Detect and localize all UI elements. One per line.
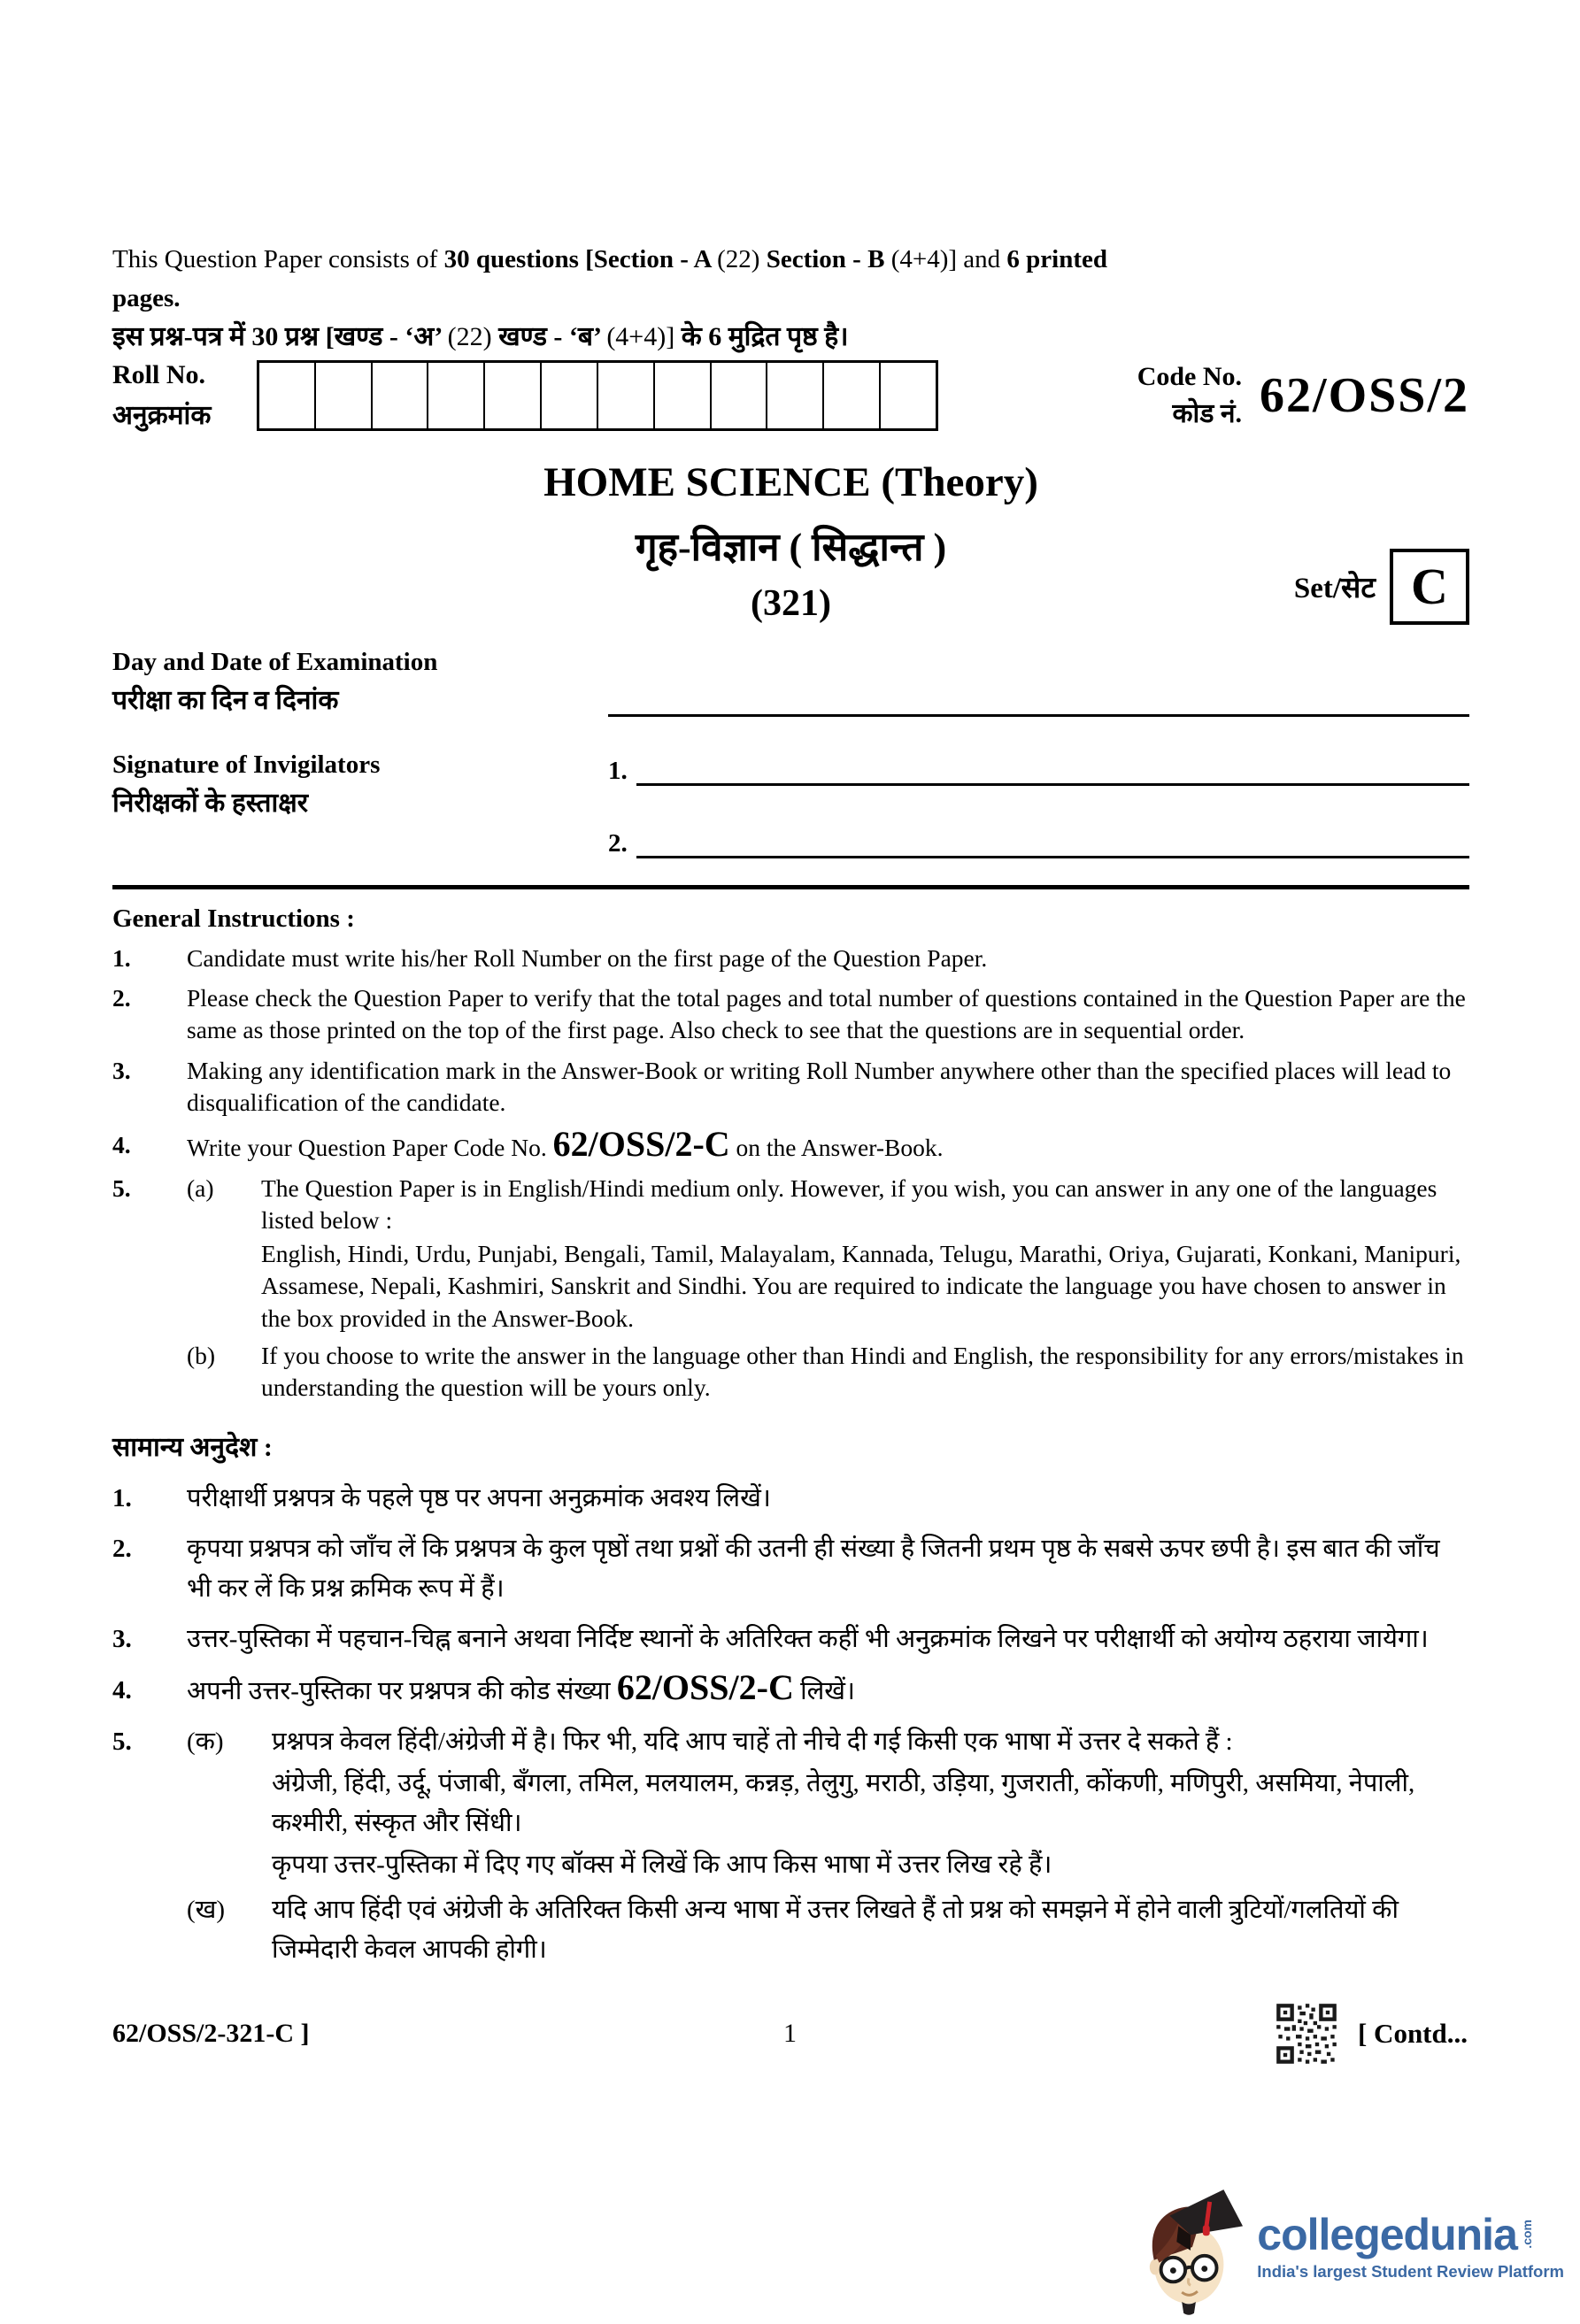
instruction-number: 2. [112,1535,132,1564]
code-no-label-hi: कोड नं. [1172,398,1243,428]
section-divider [112,885,1469,889]
sub-item-label: (b) [187,1342,216,1370]
instruction-number: 3. [112,1624,132,1653]
roll-number-cell [712,363,768,428]
roll-number-cell [767,363,824,428]
date-line-col [608,648,1469,717]
brand-name: collegedunia [1257,2210,1517,2259]
sub-item-text [261,1173,1469,1335]
roll-number-cell [824,363,881,428]
code-no-value: 62/OSS/2 [1260,368,1469,423]
paper-subject-code: (321) [751,582,831,624]
sub-item-paragraph: अंग्रेजी, हिंदी, उर्दू, पंजाबी, बँगला, तमिल, मलयालम, कन्नड़, तेलुगु, मराठी, उड़िया, गुजराती, कोंकणी, मणिपुरी, असमिया, नेपाली, कश्मीरी, संस्कृत और सिंधी। [272,1768,1415,1837]
sub-item-b [187,1340,1469,1404]
summary-text-bold: खण्ड - ‘ब’ [498,322,607,351]
roll-number-cell [655,363,712,428]
sub-item-label: (a) [187,1174,214,1202]
exam-details [112,648,1469,858]
instruction-text-part: on the Answer-Book. [729,1134,944,1162]
inline-paper-code: 62/OSS/2-C [616,1666,794,1707]
instruction-item [112,1055,1469,1120]
roll-no-label-en: Roll No. [112,359,205,389]
roll-number-cell [259,363,316,428]
summary-text-bold: इस प्रश्न-पत्र में 30 प्रश्न [खण्ड - ‘अ’ [112,322,448,351]
instruction-item [112,1722,1469,1970]
roll-no-label [112,360,257,432]
instruction-text: Please check the Question Paper to verify that the total pages and total number of questions contained in the Question Paper are the same as those printed on the top of the first page. Also check to see that the questions are in sequential order. [187,984,1466,1044]
instruction-number: 2. [112,984,131,1012]
instruction-item [112,1666,1469,1712]
brand-text [1257,2212,1564,2282]
instruction-number: 5. [112,1174,131,1202]
sig-line-1 [608,750,1469,786]
contd-label: [ Contd... [1357,2018,1468,2049]
title-block [112,458,1469,625]
date-blank-line [608,714,1469,717]
footer-right [797,2002,1468,2066]
roll-and-code-row [112,360,1469,432]
invigilator-sig-row [112,750,1469,858]
instruction-number: 1. [112,943,131,972]
summary-text: (22) [447,322,499,351]
date-of-exam-label-en: Day and Date of Examination [112,647,438,676]
instruction-text: Candidate must write his/her Roll Number on the first page of the Question Paper. [187,943,988,972]
instruction-item [112,943,1469,974]
date-of-exam-label [112,648,608,717]
invigilator-sig-label-hi: निरीक्षकों के हस्ताक्षर [112,788,309,818]
footer-paper-code: 62/OSS/2-321-C ] [112,2019,310,2048]
roll-number-cell [428,363,485,428]
sub-item-text [272,1722,1469,1885]
instruction-number: 5. [112,1727,132,1756]
instruction-text: उत्तर-पुस्तिका में पहचान-चिह्न बनाने अथवा निर्दिष्ट स्थानों के अतिरिक्त कहीं भी अनुक्रमांक लिखने पर परीक्षार्थी को अयोग्य ठहराया जायेगा। [187,1624,1429,1653]
sig-line-2 [608,823,1469,858]
sub-item-a [187,1722,1469,1885]
sub-item-text: If you choose to write the answer in the language other than Hindi and English, the responsibility for any errors/mistakes in understanding the question will be yours only. [261,1342,1464,1402]
instruction-item [112,1124,1469,1165]
sub-item-label: (ख) [187,1895,226,1924]
summary-text: (4+4)] [890,245,964,273]
instruction-item [112,982,1469,1047]
summary-text: This Question Paper consists of [112,245,444,273]
set-label: Set/सेट [1293,573,1376,604]
summary-line-en [112,241,1469,280]
instruction-text-part: Write your Question Paper Code No. [187,1134,553,1162]
roll-number-cell [881,363,936,428]
roll-no-label-hi: अनुक्रमांक [112,400,212,430]
hindi-instructions-heading: सामान्य अनुदेश : [112,1432,273,1462]
instruction-number: 4. [112,1675,132,1705]
roll-number-cell [373,363,429,428]
general-instructions-heading: General Instructions : [112,904,355,933]
general-instructions-hi [112,1427,1469,1970]
summary-line-hi [112,318,1469,357]
brand-tagline: India's largest Student Review Platform [1257,2262,1564,2281]
summary-text: and [963,245,1007,273]
summary-text-bold: 30 questions [Section - A [443,245,718,273]
instruction-text [187,1666,1469,1712]
sub-item-paragraph: English, Hindi, Urdu, Punjabi, Bengali, Tamil, Malayalam, Kannada, Telugu, Marathi, Oriya, Gujarati, Konkani, Manipuri, Assamese, Nepali, Kashmiri, Sanskrit and Sindhi. You are required to indicate the language you have chosen to answer in the box provided in the Answer-Book. [261,1240,1461,1332]
date-of-exam-label-hi: परीक्षा का दिन व दिनांक [112,685,339,715]
collegedunia-logo [1140,2177,1564,2317]
instruction-text [187,1722,1469,1970]
instruction-text: परीक्षार्थी प्रश्नपत्र के पहले पृष्ठ पर अपना अनुक्रमांक अवश्य लिखें। [187,1484,771,1513]
instruction-text: कृपया प्रश्नपत्र को जाँच लें कि प्रश्नपत्र के कुल पृष्ठों तथा प्रश्नों की उतनी ही संख्या है जितनी प्रथम पृष्ठ के सबसे ऊपर छपी है। इस बात की जाँच भी कर लें कि प्रश्न क्रमिक रूप में हैं। [187,1535,1440,1603]
mascot-icon [1140,2177,1245,2317]
sig-line-1-number: 1. [608,756,628,785]
sub-item-paragraph: प्रश्नपत्र केवल हिंदी/अंग्रेजी में है। फिर भी, यदि आप चाहें तो नीचे दी गई किसी एक भाषा में उत्तर दे सकते हैं : [272,1727,1233,1756]
sub-item-paragraph: The Question Paper is in English/Hindi medium only. However, if you wish, you can answer in any one of the languages listed below : [261,1174,1437,1234]
summary-text-bold: Section - B [766,245,891,273]
paper-title: HOME SCIENCE (Theory) [543,458,1038,505]
paper-summary-note [112,241,1469,357]
sub-item-text: यदि आप हिंदी एवं अंग्रेजी के अतिरिक्त किसी अन्य भाषा में उत्तर लिखते हैं तो प्रश्न को समझने में होने वाली त्रुटियों/गलतियों की जिम्मेदारी केवल आपकी होगी। [272,1895,1399,1964]
summary-text-bold: 6 printed [1006,245,1107,273]
instruction-number: 3. [112,1056,131,1084]
exam-date-row [112,648,1469,717]
instruction-item [112,1620,1469,1659]
sub-item-a [187,1173,1469,1335]
invigilator-sig-label-en: Signature of Invigilators [112,750,381,779]
sig-lines-col [608,750,1469,858]
instruction-item [112,1173,1469,1404]
instruction-item [112,1529,1469,1609]
sig-line-2-number: 2. [608,828,628,858]
sub-item-label: (क) [187,1727,224,1756]
page-footer [112,2002,1468,2066]
instruction-number: 4. [112,1131,131,1159]
invigilator-sig-label [112,750,608,858]
sig-blank-line-1 [636,783,1469,786]
roll-number-cell [542,363,598,428]
roll-number-cell [598,363,655,428]
instruction-text: Making any identification mark in the Answer-Book or writing Roll Number anywhere other than the specified places will lead to disqualification of the candidate. [187,1056,1452,1116]
set-box [1294,549,1469,625]
code-no-block [1137,360,1469,432]
instruction-item [112,1479,1469,1519]
qr-code-icon [1275,2002,1338,2066]
set-value-box: C [1390,549,1469,625]
roll-number-cell [485,363,542,428]
instruction-text-part: अपनी उत्तर-पुस्तिका पर प्रश्नपत्र की कोड संख्या [187,1676,617,1705]
summary-text: (22) [717,245,767,273]
roll-number-cell [316,363,373,428]
sig-blank-line-2 [636,856,1469,858]
instruction-text-part: लिखें। [793,1676,855,1705]
summary-line-en-2: pages. [112,283,181,312]
sub-item-b [187,1890,1469,1970]
code-no-label-en: Code No. [1137,361,1243,391]
instruction-number: 1. [112,1484,132,1513]
summary-text-bold: के 6 मुद्रित पृष्ठ है। [681,322,849,351]
instruction-text [187,1124,1469,1165]
summary-text: (4+4)] [606,322,682,351]
general-instructions-en [112,902,1469,1404]
page-number: 1 [783,2019,797,2048]
roll-no-grid [257,360,938,431]
paper-title-hindi: गृह-विज्ञान ( सिद्धान्त ) [635,525,947,569]
code-no-label [1137,362,1242,430]
sub-item-paragraph: कृपया उत्तर-पुस्तिका में दिए गए बॉक्स में लिखें कि आप किस भाषा में उत्तर लिख रहे हैं। [272,1850,1052,1879]
instruction-text [187,1173,1469,1404]
inline-paper-code: 62/OSS/2-C [552,1124,730,1165]
brand-tld: .com [1519,2220,1534,2249]
